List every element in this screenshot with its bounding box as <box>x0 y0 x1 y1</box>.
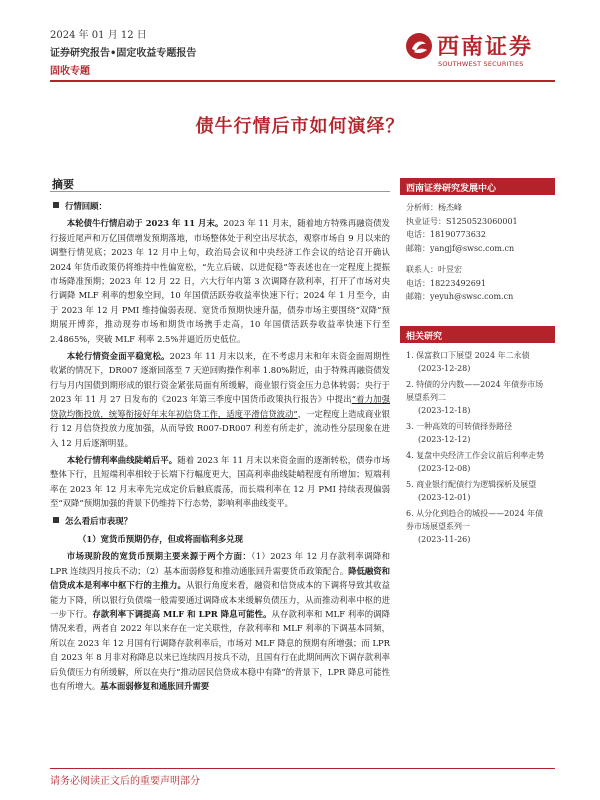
paragraph: 本轮债牛行情启动于 2023 年 11 月末。2023 年 11 月末，随着地方特殊再融资债发行接近尾声和万亿国债增发预期落地，市场整体处于利空出尽状态，观察市场自 9 月以来的调整行情见底；2023 年 12 月中上旬，政治局会议和中央经济工作会议的结论召开确认 2024 年货币政策仍将维持中性偏宽松，“先立后破、以进促稳”等表述也在一定程度上提振市场降准预期；2023 年 12 月 22 日，六大行年内第 3 次调降存款利率，打开了市场对央行调降 MLF 利率的想象空间，10 年国债活跃券收益率快速下行；2024 年 1 月至今，由于 2023 年 12 月 PMI 维持偏弱表现、宽货币预期快速升温，债券市场主要围绕“双降”预期展开博弈，推动现券市场和期货市场携手走高，10 年国债活跃券收益率快速下行至 2.4865%，突破 MLF 利率 2.5%并逼近历史低位。 <box>50 218 390 344</box>
abstract-heading: 摘要 <box>52 178 74 191</box>
company-logo <box>405 28 555 78</box>
paragraph: 本轮行情利率曲线陡峭后平。随着 2023 年 11 月末以来资金面的逐渐转松，债券市场整体下行，且短端利率相较于长端下行幅度更大，国高利率曲线陡峭程度有所增加；短端利率在 2023 年 12 月末率先完成定价后触底震荡，而长端利率在 12 月 PMI 持续表现偏弱至“双降”预期加强的背景下仍维持下行态势，影响利率曲线变平。 <box>50 454 391 509</box>
logo-text-en: SOUTHWEST SECURITIES <box>438 60 524 68</box>
section-bullet: 行情回顾： <box>50 199 390 213</box>
related-item[interactable]: 3. 一种高效的可转债择券路径 (2023-12-12) <box>406 421 513 444</box>
related-heading: 相关研究 <box>400 326 555 343</box>
related-item[interactable]: 5. 商业银行配债行为逻辑探析及展望 (2023-12-01) <box>406 479 537 502</box>
related-item[interactable]: 2. 特债的分内数——2024 年债券市场展望系列二 (2023-12-18) <box>406 379 544 415</box>
header-divider <box>50 80 555 82</box>
analyst-email-link[interactable]: 邮箱：yangjf@swsc.com.cn <box>406 243 515 253</box>
report-type: 证券研究报告•固定收益专题报告 <box>50 48 197 59</box>
logo-text-cn: 西南证券 <box>437 34 534 60</box>
abstract-divider <box>50 191 390 192</box>
page-title: 债牛行情后市如何演绎？ <box>195 116 405 137</box>
related-item[interactable]: 1. 保富救口下展望 2024 年二永债 (2023-12-28) <box>406 350 530 373</box>
square-bullet-icon <box>53 517 59 523</box>
logo-emblem-icon <box>405 32 433 60</box>
paragraph: 市场现阶段的宽货币预期主要来源于两个方面：（1）2023 年 12 月存款利率调降和 LPR 连续四月按兵不动；（2）基本面弱修复和推动通胀回升需要货币政策配合。降低融资和信贷成本是利率中枢下行的主推力。从银行角度来看，融资和信贷成本的下调将导致其收益能力下降，所以银行负债端一般需要通过调降成本来缓解负债压力，从而推动利率中枢的进一步下行。存款利率下调提高 MLF 和 LPR 降息可能性。从存款利率和 MLF 利率的调降情况来看，两者自 2022 年以来存在一定关联性，存款利率和 MLF 利率的下调基本同频，所以在 2023 年 12 月国有行调降存款利率后，市场对 MLF 降息的预期有所增强；而 LPR 自 2023 年 8 月非对称降息以来已连续四月按兵不动，且国有行在此期间两次下调存款利率后负债压力有所缓解，所以在央行“推动居民信贷成本稳中有降”的背景下，LPR 降息可能性也有所增大。基本面弱修复和通胀回升需要 <box>50 551 391 691</box>
abstract-body <box>50 196 390 693</box>
footer-disclaimer: 请务必阅读正文后的重要声明部分 <box>50 776 200 787</box>
paragraph: 本轮行情资金面平稳宽松。2023 年 11 月末以来，在不考虑月末和年末资金面周期性收紧的情况下，DR007 逐渐回落至 7 天逆回购操作利率 1.80%附近，由于特殊再融资债发行与月内国债到期形成的银行资金紧张局面有所缓解，商业银行资金压力总体转弱；央行于 2023 年 11 月 27 日发布的《2023 年第三季度中国货币政策执行报告》中提出“着力加强贷款均衡投放，统筹衔接好年末年初信贷工作，适度平滑信贷波动”，一定程度上造成商业银行 12 月信贷投放力度加强，从而导致 R007-DR007 利差有所走扩，流动性分层现象在进入 12 月后逐渐明显。 <box>50 351 391 448</box>
analyst-info: 分析师：杨杰峰 执业证号：S1250523060001 电话：18190773632 邮箱：yangjf@swsc.com.cn 联系人：叶昱宏 电话：18223492691 邮箱：yeyuh@swsc.com.cn <box>400 195 555 304</box>
subheading: （1）宽货币预期仍存，但或将面临利多兑现 <box>78 533 243 544</box>
related-item[interactable]: 6. 从分化到趋合的城投——2024 年债券市场展望系列一 (2023-11-26) <box>406 508 544 544</box>
related-list <box>400 343 555 555</box>
contact-email-link[interactable]: 邮箱：yeyuh@swsc.com.cn <box>406 292 514 301</box>
footer-divider <box>50 768 555 769</box>
report-date: 2024 年 01 月 12 日 <box>50 30 147 41</box>
team-heading: 西南证券研究发展中心 <box>400 178 555 195</box>
square-bullet-icon <box>53 202 59 208</box>
related-item[interactable]: 4. 复盘中央经济工作会议前后利率走势 (2023-12-08) <box>406 450 545 473</box>
sidebar <box>400 178 555 555</box>
section-bullet: 怎么看后市表现？ <box>50 514 390 528</box>
report-tag: 固收专题 <box>50 66 90 77</box>
